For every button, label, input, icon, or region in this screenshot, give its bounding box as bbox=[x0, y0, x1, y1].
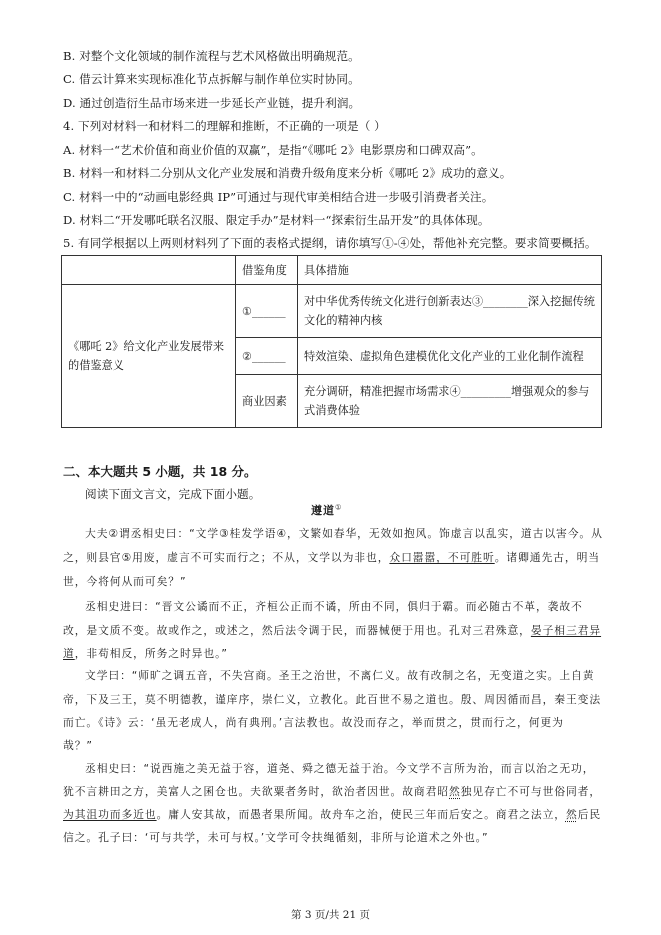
passage-text: 。诸卿通先古，明当 bbox=[494, 551, 600, 564]
dotted-char: 然 bbox=[449, 785, 461, 798]
underlined-phrase: 道 bbox=[63, 647, 75, 660]
row-label: 《哪吒 2》给文化产业发展带来的借鉴意义 bbox=[62, 285, 236, 428]
table-row bbox=[62, 285, 602, 338]
option-4a: A. 材料一“艺术价值和商业价值的双赢”，是指“《哪吒 2》电影票房和口碑双高”。 bbox=[63, 143, 483, 157]
option-3d: D. 通过创造衍生品市场来进一步延长产业链，提升利润。 bbox=[63, 96, 361, 110]
question-5-stem: 5. 有同学根据以上两则材料列了下面的表格式提纲，请你填写①-④处，帮他补充完整。要求简要概括。 bbox=[63, 236, 597, 250]
passage-line: 帝，下及三王，莫不明德教，谨庠序，崇仁义，立教化。此百世不易之道也。殷、周因循而昌，秦王变法 bbox=[63, 693, 602, 706]
option-3c: C. 借云计算来实现标准化节点拆解与制作单位实时协同。 bbox=[63, 72, 360, 86]
passage-text: ，非苟相反，所务之时异也。” bbox=[74, 647, 228, 660]
passage-line: 信之。孔子曰：‘可与共学，未可与权。’文学可令扶绳循刻，非所与论道术之外也。” bbox=[63, 831, 489, 844]
angle-blank-1[interactable]: ①______ bbox=[236, 285, 298, 338]
passage-text: 。庸人安其故，而愚者果所闻。故舟车之治，使民三年而后安之。商君之法立， bbox=[156, 808, 566, 821]
passage-line: 而亡。《诗》云：‘虽无老成人，尚有典刑。’言法教也。故没而存之，举而贯之，贯而行之，何更为 bbox=[63, 716, 564, 729]
passage-text: 后民 bbox=[577, 808, 602, 821]
passage-line: 世，今将何从而可矣？” bbox=[63, 575, 187, 588]
section-instruction: 阅读下面文言文，完成下面小题。 bbox=[85, 487, 261, 501]
option-3b: B. 对整个文化领域的制作流程与艺术风格做出明确规范。 bbox=[63, 49, 360, 63]
angle-commercial: 商业因素 bbox=[236, 375, 298, 428]
angle-blank-2[interactable]: ②______ bbox=[236, 338, 298, 375]
passage-line: 丞相史进曰：“晋文公谲而不正，齐桓公正而不谲，所由不同，俱归于霸。而必随古不革，袭故不 bbox=[85, 600, 583, 613]
section-heading: 二、本大题共 5 小题，共 18 分。 bbox=[63, 464, 257, 479]
passage-line bbox=[63, 623, 601, 639]
dotted-char: 然 bbox=[565, 808, 578, 821]
passage-text: 犹不言耕田之方，美富人之囷仓也。夫欲粟者务时，欲治者因世。故商君昭 bbox=[63, 785, 449, 798]
article-title-note: ① bbox=[335, 503, 343, 512]
passage-line: 哉？” bbox=[63, 739, 93, 752]
article-title bbox=[311, 502, 342, 518]
header-angle: 借鉴角度 bbox=[236, 256, 298, 285]
passage-line bbox=[63, 646, 228, 662]
article-title-text: 遵道 bbox=[311, 504, 335, 517]
outline-table bbox=[61, 255, 602, 428]
option-4d: D. 材料二“开发哪吒联名汉服、限定手办”是材料一“探索衍生品开发”的具体体现。 bbox=[63, 213, 490, 227]
measure-1: 对中华优秀传统文化进行创新表达③________深入挖掘传统文化的精神内核 bbox=[298, 285, 602, 338]
passage-line: 丞相史曰：“说西施之美无益于容，道尧、舜之德无益于治。今文学不言所为治，而言以治之无功， bbox=[85, 762, 595, 775]
passage-text: 独见存亡不可与世俗同者， bbox=[460, 785, 602, 798]
table-corner-cell bbox=[62, 256, 236, 285]
underlined-phrase: 晏子相三君异 bbox=[530, 624, 602, 637]
passage-line bbox=[63, 807, 601, 823]
measure-3: 充分调研，精准把握市场需求④_________增强观众的参与式消费体验 bbox=[298, 375, 602, 428]
underlined-phrase: 众口嚣嚣，不可胜听 bbox=[389, 551, 495, 564]
header-measures: 具体措施 bbox=[298, 256, 602, 285]
question-4-stem: 4. 下列对材料一和材料二的理解和推断，不正确的一项是（ ） bbox=[63, 119, 386, 133]
option-4c: C. 材料一中的“动画电影经典 IP”可通过与现代审美相结合进一步吸引消费者关注。 bbox=[63, 190, 494, 204]
passage-line: 文学曰：“师旷之调五音，不失宫商。圣王之治世，不离仁义。故有改制之名，无变道之实。上自黄 bbox=[85, 669, 595, 682]
passage-text: 之，则县官⑤用废，虚言不可实而行之；不从，文学以为非也， bbox=[63, 551, 390, 564]
measure-2: 特效渲染、虚拟角色建模优化文化产业的工业化制作流程 bbox=[298, 338, 602, 375]
passage-line bbox=[63, 550, 600, 566]
page-footer: 第 3 页/共 21 页 bbox=[291, 909, 370, 921]
underlined-phrase: 为其沮功而多近也 bbox=[63, 808, 157, 821]
passage-text: 改，是文质不变。故或作之，或述之，然后法令调于民，而器械便于用也。孔对三君殊意， bbox=[63, 624, 531, 637]
passage-line bbox=[63, 784, 601, 800]
table-header-row bbox=[62, 256, 602, 285]
passage-line: 大夫②谓丞相史曰：“文学③桂发学语④，文繁如春华，无效如抱风。饰虚言以乱实，道古以害今。从 bbox=[85, 527, 603, 540]
option-4b: B. 材料一和材料二分别从文化产业发展和消费升级角度来分析《哪吒 2》成功的意义。 bbox=[63, 166, 512, 180]
